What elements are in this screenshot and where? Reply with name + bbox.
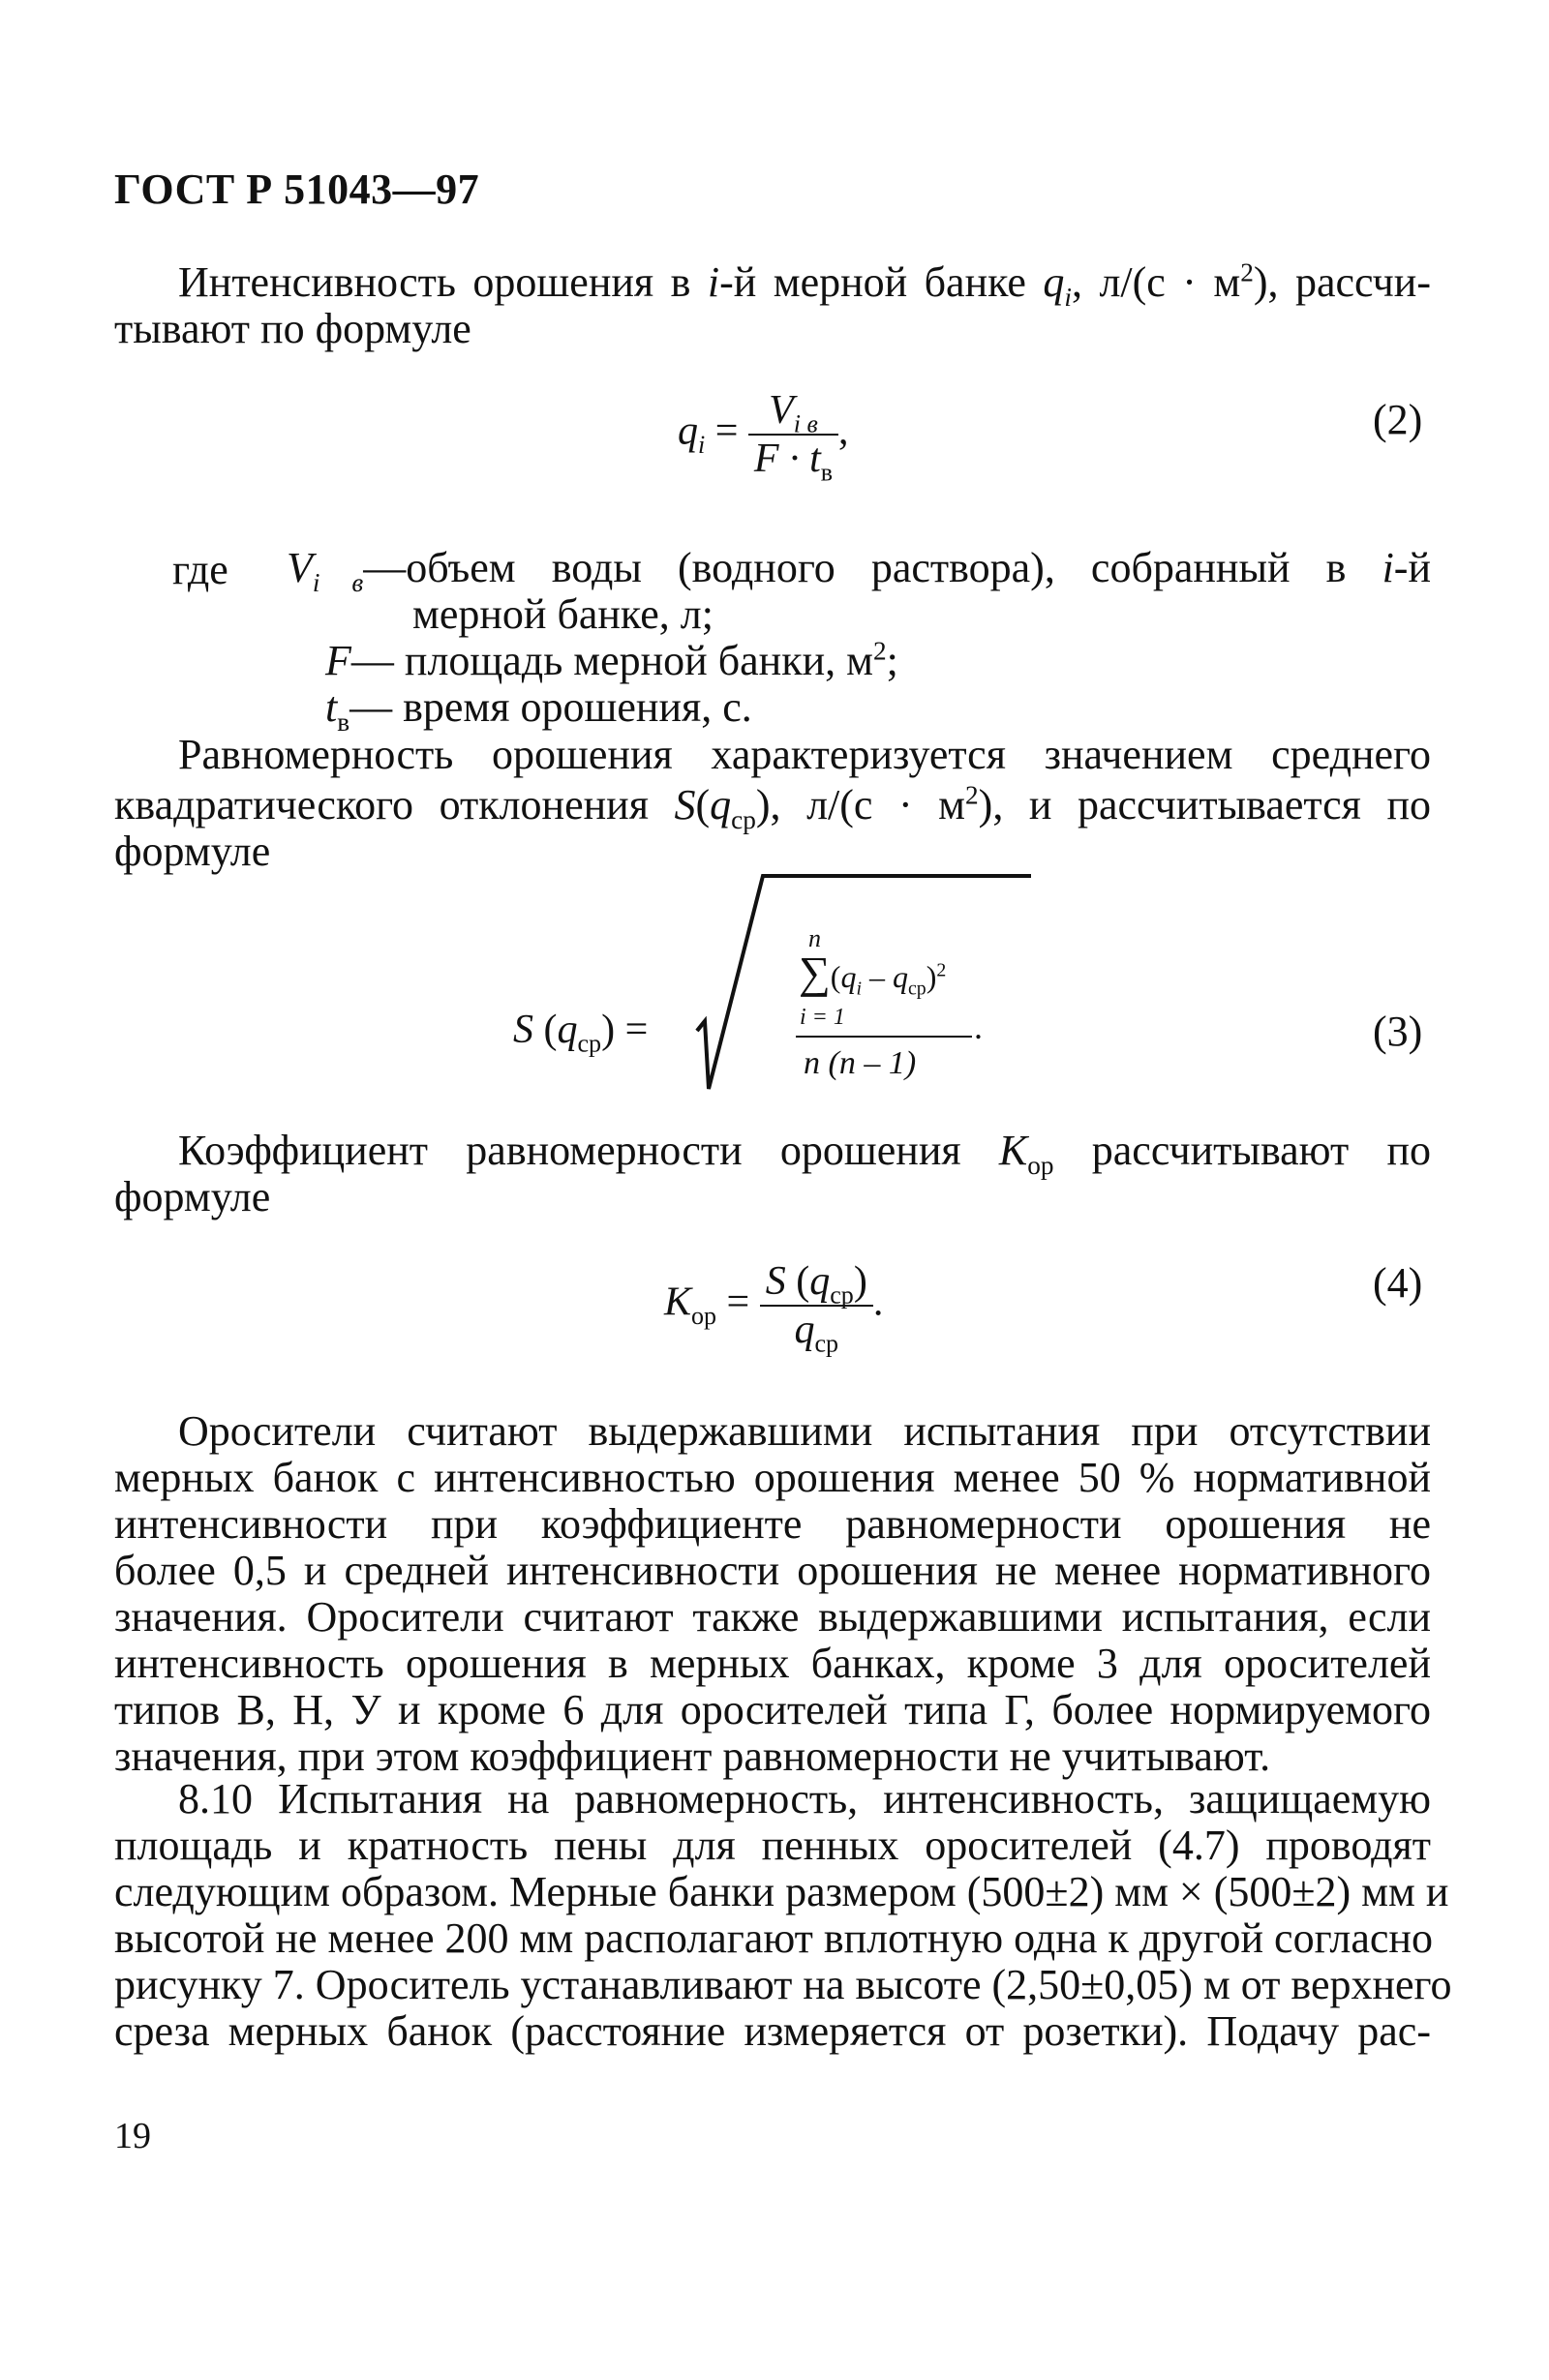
formula-2: $q_i$ = $\frac{V_{i в}}{F \cdot t_в}$ , <box>678 388 849 487</box>
paragraph-line: формуле <box>114 828 271 875</box>
paragraph-coefficient <box>114 1128 1431 1220</box>
page-number: 19 <box>114 2116 151 2156</box>
where-label: где <box>172 546 228 593</box>
definition-area: F— площадь мерной банки, $м^2$; <box>325 636 898 684</box>
definition-time: $t_в—$ время орошения, с. <box>325 683 752 737</box>
equation-number-2: (2) <box>1373 396 1423 443</box>
equation-number-4: (4) <box>1373 1259 1423 1307</box>
paragraph-line: рисунку 7. Ороситель устанавливают на высоте (2,50±0,05) м от верхнего <box>114 1961 1452 2008</box>
paragraph-line: мерных банок с интенсивностью орошения менее 50 % нормативной <box>114 1454 1431 1501</box>
paragraph-line: тывают по формуле <box>114 305 471 352</box>
formula-3-lhs: S $(q_{ср})$ = <box>513 1008 649 1058</box>
paragraph-line: типов В, Н, У и кроме 6 для оросителей типа Г, более нормируемого <box>114 1686 1431 1733</box>
paragraph-uniformity <box>114 732 1431 875</box>
sum-denominator: n (n – 1) <box>804 1045 917 1081</box>
fraction: $\frac{S (q_{ср})}{q_{ср}}$ <box>760 1258 873 1353</box>
paragraph-acceptance <box>114 1408 1431 1780</box>
paragraph-line: Коэффициент равномерности орошения $K_{ор}$ рассчитывают по <box>178 1127 1431 1180</box>
paragraph-line: Равномерность орошения характеризуется значением среднего <box>178 731 1431 778</box>
paragraph-intensity-intro <box>114 259 1431 352</box>
fraction-bar <box>796 1036 972 1038</box>
fraction: $\frac{V_{i в}}{F \cdot t_в}$ <box>748 387 838 482</box>
paragraph-line: Интенсивность орошения в i-й мерной банке $q_i$, $л/(с \cdot м^2)$, рассчи- <box>178 257 1432 312</box>
document-header: ГОСТ Р 51043—97 <box>114 166 480 213</box>
paragraph-line: 8.10 Испытания на равномерность, интенсивность, защищаемую <box>178 1775 1431 1823</box>
paragraph-line: Оросители считают выдержавшими испытания при отсутствии <box>178 1407 1431 1455</box>
paragraph-line: квадратического отклонения $S(q_{ср})$, $л/(с \cdot м^2)$, и рассчитывается по <box>114 780 1431 834</box>
paragraph-8-10 <box>114 1775 1452 2055</box>
paragraph-line: высотой не менее 200 мм располагают вплотную одна к другой согласно <box>114 1914 1433 1962</box>
paragraph-line: среза мерных банок (расстояние измеряется от розетки). Подачу рас- <box>114 2007 1431 2055</box>
equation-number-3: (3) <box>1373 1008 1423 1055</box>
sum-lower-limit: i = 1 <box>800 1005 845 1030</box>
paragraph-line: значения, при этом коэффициент равномерности не учитывают. <box>114 1732 1271 1780</box>
formula-4: $K_{ор}$ = $\frac{S (q_{ср})}{q_{ср}}$ . <box>664 1259 884 1358</box>
paragraph-line: значения. Оросители считают также выдержавшими испытания, если <box>114 1593 1431 1641</box>
sum-expression: $\sum(q_i - q_{ср})^2$ <box>799 948 947 1000</box>
paragraph-line: следующим образом. Мерные банки размером (500±2) мм × (500±2) мм и <box>114 1868 1449 1915</box>
definition-volume: $V_{i в}—объем$ воды (водного раствора), собранный в i-й мерной банке, л; <box>287 544 1431 638</box>
paragraph-line: формуле <box>114 1173 271 1220</box>
paragraph-line: интенсивности при коэффициенте равномерности орошения не <box>114 1500 1431 1548</box>
sum-upper-limit: n <box>808 924 821 952</box>
paragraph-line: площадь и кратность пены для пенных оросителей (4.7) проводят <box>114 1822 1431 1869</box>
paragraph-line: интенсивность орошения в мерных банках, кроме 3 для оросителей <box>114 1640 1431 1687</box>
formula-3-period: . <box>974 1008 983 1046</box>
paragraph-line: более 0,5 и средней интенсивности орошения не менее нормативного <box>114 1547 1431 1594</box>
